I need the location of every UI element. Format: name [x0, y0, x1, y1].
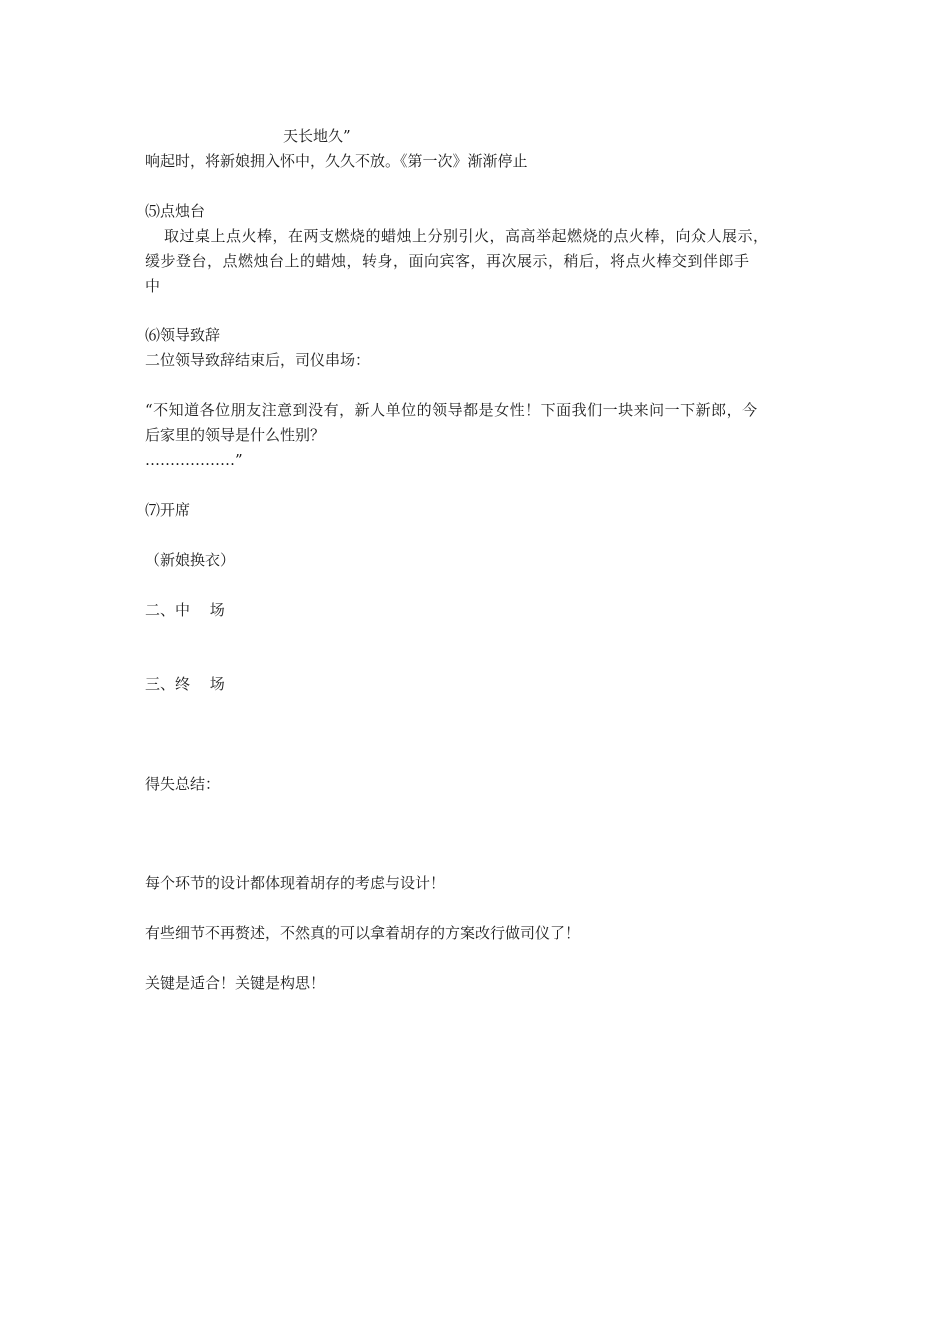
text-line: 天长地久” [283, 127, 351, 145]
section-heading: ⑸点烛台 [145, 202, 206, 220]
paragraph-line: 关键是适合！关键是构思！ [145, 974, 326, 992]
quote-line: 后家里的领导是什么性别？ [145, 426, 326, 444]
section-heading: 三、终 场 [145, 675, 225, 693]
text-line: 响起时，将新娘拥入怀中，久久不放。《第一次》渐渐停止 [145, 152, 528, 170]
paragraph-line: 缓步登台，点燃烛台上的蜡烛，转身，面向宾客，再次展示，稍后，将点火棒交到伴郎手 [145, 252, 750, 270]
quote-line: ………………” [145, 451, 243, 469]
paragraph-line: 二位领导致辞结束后，司仪串场： [145, 351, 371, 369]
paragraph-line: 有些细节不再赘述，不然真的可以拿着胡存的方案改行做司仪了！ [145, 924, 581, 942]
paragraph-line: 中 [145, 277, 161, 295]
paragraph-line: （新娘换衣） [145, 551, 236, 569]
paragraph-line: 取过桌上点火棒，在两支燃烧的蜡烛上分别引火，高高举起燃烧的点火棒，向众人展示， [164, 227, 769, 245]
section-heading: ⑺开席 [145, 501, 191, 519]
quote-line: “不知道各位朋友注意到没有，新人单位的领导都是女性！下面我们一块来问一下新郎，今 [145, 401, 758, 419]
section-heading: 二、中 场 [145, 601, 225, 619]
section-heading: ⑹领导致辞 [145, 326, 221, 344]
paragraph-line: 每个环节的设计都体现着胡存的考虑与设计！ [145, 874, 446, 892]
section-heading: 得失总结： [145, 775, 221, 793]
